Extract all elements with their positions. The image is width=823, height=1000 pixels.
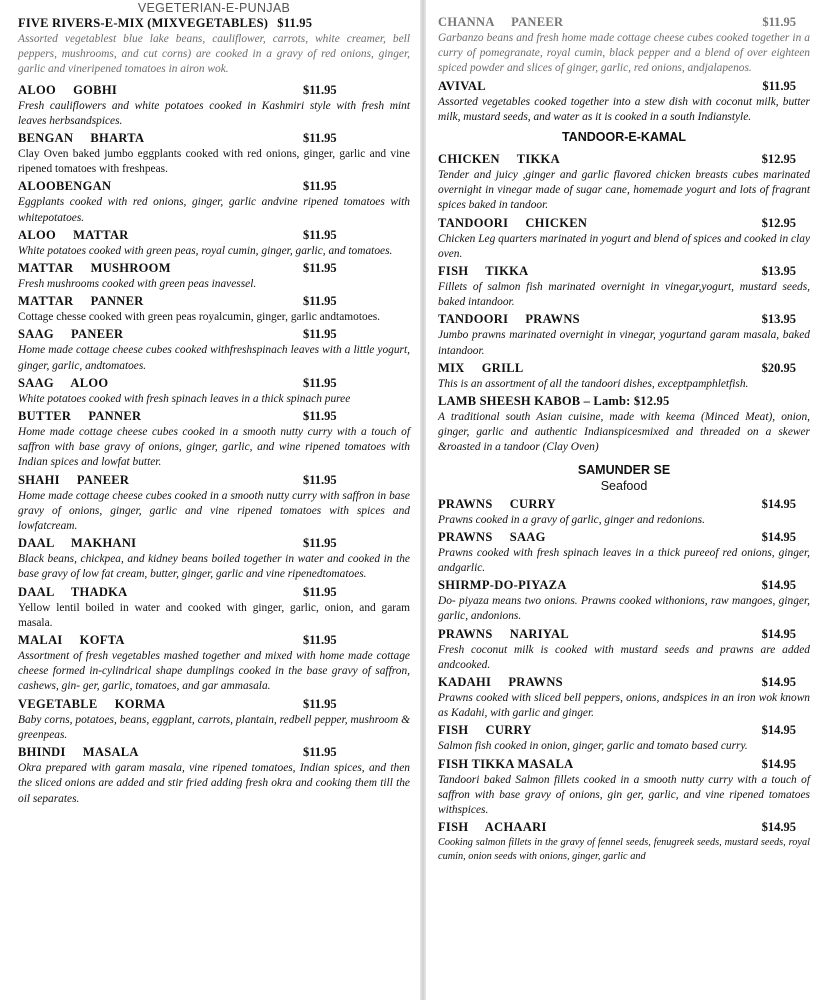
section-title-seafood: SAMUNDER SE bbox=[577, 462, 671, 477]
item-price: $11.95 bbox=[303, 82, 337, 97]
item-name: FISH TIKKA MASALA bbox=[438, 756, 574, 771]
item-price: $11.95 bbox=[303, 375, 337, 390]
item-price: $11.95 bbox=[303, 327, 337, 342]
item-name: FISH ACHAARI bbox=[438, 820, 547, 835]
menu-item bbox=[438, 311, 810, 358]
item-price: $11.95 bbox=[303, 696, 337, 711]
item-name: DAAL MAKHANI bbox=[18, 536, 137, 551]
item-description: Assorted vegetablest blue lake beans, cauliflower, carrots, white creamer, bell peppers, mushrooms, and cut corns) are cooked in a gravy of red onions, ginger, garlic and vineripened tomatoes in airon wok. bbox=[18, 33, 410, 76]
item-description: Fresh cauliflowers and white potatoes cooked in Kashmiri style with fresh mint leaves herbsandspices. bbox=[18, 99, 410, 127]
item-description: Prawns cooked in a gravy of garlic, ginger and redonions. bbox=[438, 513, 705, 526]
menu-item bbox=[18, 744, 410, 807]
menu-item bbox=[438, 14, 810, 77]
right-column bbox=[438, 0, 810, 865]
item-price: $11.95 bbox=[762, 78, 796, 93]
item-price: $11.95 bbox=[303, 131, 337, 146]
item-description: Yellow lentil boiled in water and cooked with ginger, garlic, onion, and garam masala. bbox=[18, 601, 410, 629]
item-name: BHINDI MASALA bbox=[18, 745, 139, 760]
menu-item-five-rivers bbox=[18, 15, 410, 78]
item-description: Home made cottage cheese cubes cooked withfreshspinach leaves with a little yogurt, ginger, garlic, andtomatoes. bbox=[18, 344, 410, 372]
menu-item bbox=[438, 674, 810, 721]
item-description: Fillets of salmon fish marinated overnight in vinegar,yogurt, mustard seeds, baked intandoor. bbox=[438, 281, 810, 309]
item-price: $11.95 bbox=[303, 745, 337, 760]
item-price: $14.95 bbox=[761, 529, 796, 544]
item-price: $11.95 bbox=[277, 16, 313, 30]
item-description: Fresh mushrooms cooked with green peas inavessel. bbox=[18, 278, 257, 291]
menu-item bbox=[18, 326, 410, 373]
menu-item bbox=[438, 626, 810, 673]
item-description: Home made cottage cheese cubes cooked in a smooth nutty curry with saffron in base gravy of onions, ginger, garlic and vine ripened tomatoes with spices and lowfatcream. bbox=[18, 489, 410, 533]
item-price: $11.95 bbox=[303, 536, 337, 551]
item-name: TANDOORI CHICKEN bbox=[438, 215, 588, 230]
menu-item bbox=[18, 408, 410, 471]
item-price: $14.95 bbox=[761, 723, 796, 738]
item-price: $20.95 bbox=[761, 360, 796, 375]
item-price: $11.95 bbox=[303, 472, 337, 487]
menu-item bbox=[18, 178, 410, 225]
item-price: $11.95 bbox=[762, 15, 796, 29]
item-name: FISH TIKKA bbox=[438, 264, 529, 279]
item-name: SHAHI PANEER bbox=[18, 472, 130, 487]
item-name: MALAI KOFTA bbox=[18, 633, 125, 648]
item-description: Fresh coconut milk is cooked with mustard seeds and prawns are added andcooked. bbox=[438, 643, 810, 671]
item-price: $12.95 bbox=[761, 215, 796, 230]
menu-item bbox=[438, 496, 810, 528]
section-title-vegetarian: VEGETERIAN-E-PUNJAB bbox=[137, 1, 291, 15]
menu-item bbox=[438, 529, 810, 576]
item-description: Do- piyaza means two onions. Prawns cooked withonions, raw mangoes, ginger, garlic, andonions. bbox=[438, 595, 810, 623]
item-description: A traditional south Asian cuisine, made with keema (Minced Meat), onion, ginger, garlic and authentic Indianspicesmixed and threaded on a skewer &roasted in a tandoor (Clay Oven) bbox=[438, 411, 810, 454]
item-name: CHICKEN TIKKA bbox=[438, 152, 560, 167]
item-description: Clay Oven baked jumbo eggplants cooked with red onions, ginger, garlic and vine ripened tomatoes with freshpeas. bbox=[18, 148, 410, 176]
menu-item bbox=[18, 584, 410, 631]
item-name: PRAWNS SAAG bbox=[438, 529, 546, 544]
section-title-tandoor: TANDOOR-E-KAMAL bbox=[561, 130, 687, 145]
item-description: Assortment of fresh vegetables mashed together and mixed with home made cottage cheese formed in-cylindrical shape dumplings cooked in the base gravy of saffron, cashews, gin- ger, garlic, tomatoes, and gar ammasala. bbox=[18, 650, 410, 693]
item-name: CHANNA PANEER bbox=[438, 15, 564, 29]
item-description: Cottage chesse cooked with green peas royalcumin, ginger, garlic andtamotoes. bbox=[18, 311, 381, 324]
section-subtitle-seafood: Seafood bbox=[600, 478, 648, 493]
item-description: Assorted vegetables cooked together into a stew dish with coconut milk, butter milk, mustard seeds, and water as it is cooked in a south Indianstyle. bbox=[438, 95, 810, 123]
item-name: TANDOORI PRAWNS bbox=[438, 312, 580, 327]
column-divider bbox=[420, 0, 426, 1000]
menu-item bbox=[18, 696, 410, 743]
item-name: ALOO GOBHI bbox=[18, 82, 118, 97]
item-price: $13.95 bbox=[761, 264, 796, 279]
vegetarian-items-list bbox=[18, 82, 410, 807]
item-name: ALOOBENGAN bbox=[18, 179, 112, 194]
item-description: Baby corns, potatoes, beans, eggplant, carrots, plantain, redbell pepper, mushroom & greenpeas. bbox=[18, 713, 410, 741]
item-name: PRAWNS CURRY bbox=[438, 496, 556, 511]
item-name: MATTAR PANNER bbox=[18, 294, 144, 309]
item-description: Black beans, chickpea, and kidney beans boiled together in water and cooked in the base gravy of low fat cream, butter, ginger, garlic and vine ripenedtomatoes. bbox=[18, 553, 410, 581]
item-name: MIX GRILL bbox=[438, 360, 524, 375]
item-description: Chicken Leg quarters marinated in yogurt and blend of spices and cooked in clay oven. bbox=[438, 232, 810, 260]
item-description: Tender and juicy ,ginger and garlic flavored chicken breasts cubes marinated overnight in vinegar made of sugar cane, homemade yogurt and lots of fragrant spices baked in tandoor. bbox=[438, 169, 810, 212]
menu-item bbox=[18, 260, 410, 292]
menu-item bbox=[18, 535, 410, 582]
item-name: FIVE RIVERS-E-MIX (MIXVEGETABLES) bbox=[18, 16, 269, 30]
item-price: $14.95 bbox=[761, 578, 796, 593]
item-name: KADAHI PRAWNS bbox=[438, 675, 563, 690]
menu-item bbox=[438, 722, 810, 754]
item-price: $11.95 bbox=[303, 294, 337, 309]
item-price: $13.95 bbox=[761, 312, 796, 327]
menu-item bbox=[18, 82, 410, 129]
right-top-items-list bbox=[438, 14, 810, 125]
item-name: BUTTER PANNER bbox=[18, 409, 142, 424]
item-description: White potatoes cooked with green peas, royal cumin, ginger, garlic, and tomatoes. bbox=[18, 244, 393, 257]
menu-item bbox=[438, 577, 810, 624]
item-description: Prawns cooked with fresh spinach leaves in a thick pureeof red onions, ginger, andgarlic. bbox=[438, 546, 810, 575]
item-description: Eggplants cooked with red onions, ginger, garlic andvine ripened tomatoes with whitepotatoes. bbox=[18, 196, 410, 224]
item-name: LAMB SHEESH KABOB – Lamb: $12.95 bbox=[438, 394, 670, 409]
menu-item bbox=[438, 819, 810, 864]
item-price: $11.95 bbox=[303, 179, 337, 194]
menu-item bbox=[438, 263, 810, 310]
item-price: $14.95 bbox=[761, 675, 796, 690]
menu-item bbox=[438, 360, 810, 392]
item-name: VEGETABLE KORMA bbox=[18, 696, 166, 711]
item-description: Tandoori baked Salmon fillets cooked in a smooth nutty curry with a touch of saffron with base gravy of onions, gin ger, garlic, and vine ripened tomatoes withspices. bbox=[438, 773, 810, 817]
item-price: $12.95 bbox=[761, 152, 796, 167]
menu-item-lamb-sheesh-kabob bbox=[438, 393, 810, 456]
menu-item bbox=[18, 227, 410, 259]
item-price: $11.95 bbox=[303, 227, 337, 242]
item-price: $11.95 bbox=[303, 584, 337, 599]
item-description: Cooking salmon fillets in the gravy of fennel seeds, fenugreek seeds, mustard seeds, royal cumin, onion seeds with onions, ginger, garlic and bbox=[438, 837, 810, 863]
item-description: Jumbo prawns marinated overnight in vinegar, yogurtand garam masala, baked intandoor. bbox=[438, 329, 810, 357]
menu-item bbox=[18, 472, 410, 535]
tandoor-items-list bbox=[438, 151, 810, 392]
menu-item bbox=[18, 293, 410, 325]
item-price: $14.95 bbox=[761, 626, 796, 641]
item-name: ALOO MATTAR bbox=[18, 227, 129, 242]
item-name: FISH CURRY bbox=[438, 723, 532, 738]
menu-item bbox=[18, 375, 410, 407]
item-price: $11.95 bbox=[303, 633, 337, 648]
left-column bbox=[18, 0, 410, 808]
menu-item bbox=[438, 756, 810, 819]
menu-item bbox=[18, 130, 410, 177]
item-name: SAAG ALOO bbox=[18, 375, 109, 390]
seafood-items-list bbox=[438, 496, 810, 865]
item-name: SHIRMP-DO-PIYAZA bbox=[438, 578, 567, 593]
menu-item bbox=[438, 215, 810, 262]
item-price: $14.95 bbox=[761, 820, 796, 835]
item-description: White potatoes cooked with fresh spinach leaves in a thick spinach puree bbox=[18, 392, 351, 405]
item-price: $11.95 bbox=[303, 409, 337, 424]
item-description: This is an assortment of all the tandoori dishes, exceptpamphletfish. bbox=[438, 377, 749, 390]
item-name: DAAL THADKA bbox=[18, 584, 128, 599]
item-description: Salmon fish cooked in onion, ginger, garlic and tomato based curry. bbox=[438, 740, 748, 753]
item-description: Prawns cooked with sliced bell peppers, onions, andspices in an iron wok known as Kadahi, with garlic and ginger. bbox=[438, 692, 810, 720]
item-name: PRAWNS NARIYAL bbox=[438, 626, 569, 641]
item-name: AVIVAL bbox=[438, 78, 486, 93]
item-name: BENGAN BHARTA bbox=[18, 131, 145, 146]
item-price: $11.95 bbox=[303, 261, 337, 276]
item-name: SAAG PANEER bbox=[18, 327, 124, 342]
item-description: Garbanzo beans and fresh home made cottage cheese cubes cooked together in a curry of pomegranate, royal cumin, black pepper and a blend of over eighteen spiced powder and slices of ginger, garlic, red onions, andjalapenos. bbox=[438, 32, 810, 75]
item-name: MATTAR MUSHROOM bbox=[18, 261, 171, 276]
item-price: $14.95 bbox=[761, 756, 796, 771]
menu-item bbox=[438, 151, 810, 214]
item-description: Home made cottage cheese cubes cooked in a smooth nutty curry with a touch of saffron with base gravy of onions, ginger, garlic, and wine ripened tomatoes with Indian spices and lowfat butter. bbox=[18, 426, 410, 469]
menu-item bbox=[438, 78, 810, 125]
item-description: Okra prepared with garam masala, vine ripened tomatoes, Indian spices, and then the sliced onions are added and stir fried adding fresh okra and cooking them till the oil separates. bbox=[18, 762, 410, 805]
menu-item bbox=[18, 632, 410, 695]
item-price: $14.95 bbox=[761, 496, 796, 511]
